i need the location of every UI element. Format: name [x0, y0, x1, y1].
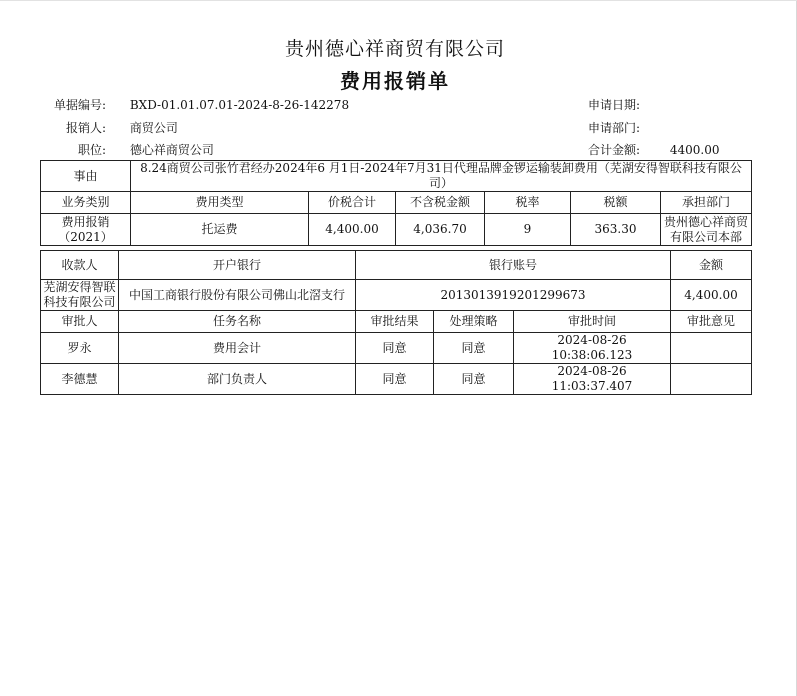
col-header-tax-rate: 税率: [485, 192, 571, 214]
cell-amount-ex-tax: 4,036.70: [396, 214, 485, 246]
col-header-amount: 金额: [671, 251, 752, 280]
cell-strategy: 同意: [434, 364, 514, 395]
cell-time: 2024-08-26 11:03:37.407: [514, 364, 671, 395]
col-header-total-with-tax: 价税合计: [309, 192, 396, 214]
payee-header-row: [41, 251, 752, 280]
expense-header-row: [41, 192, 752, 214]
col-header-type: 费用类型: [131, 192, 309, 214]
col-header-account: 银行账号: [356, 251, 671, 280]
total-row: [588, 141, 720, 158]
position-value: 德心祥商贸公司: [129, 143, 214, 157]
cell-comment: [671, 333, 752, 364]
col-header-category: 业务类别: [41, 192, 131, 214]
doc-no-row: [36, 96, 349, 113]
cell-account: 2013013919201299673: [356, 280, 671, 311]
table-row: [41, 280, 752, 311]
cell-time: 2024-08-26 10:38:06.123: [514, 333, 671, 364]
cell-strategy: 同意: [434, 333, 514, 364]
cell-dept: 贵州德心祥商贸有限公司本部: [661, 214, 752, 246]
col-header-approver: 审批人: [41, 311, 119, 333]
table-row: [41, 364, 752, 395]
page-top-rule: [0, 0, 797, 1]
reason-text: 8.24商贸公司张竹君经办2024年6 月1日-2024年7月31日代理品牌金锣运输装卸费用（芜湖安得智联科技有限公司）: [131, 161, 752, 192]
col-header-tax-amount: 税额: [571, 192, 661, 214]
cell-amount: 4,400.00: [671, 280, 752, 311]
col-header-bank: 开户银行: [119, 251, 356, 280]
document-title: 费用报销单: [340, 69, 450, 93]
col-header-amount-ex-tax: 不含税金额: [396, 192, 485, 214]
cell-task: 部门负责人: [119, 364, 356, 395]
col-header-payee: 收款人: [41, 251, 119, 280]
cell-total-with-tax: 4,400.00: [309, 214, 396, 246]
cell-tax-amount: 363.30: [571, 214, 661, 246]
col-header-result: 审批结果: [356, 311, 434, 333]
doc-no-label: 单据编号:: [53, 98, 106, 112]
apply-date-label: 申请日期:: [588, 98, 641, 112]
total-label: 合计金额:: [588, 143, 641, 157]
apply-date-row: [588, 96, 640, 113]
cell-category: 费用报销（2021）: [41, 214, 131, 246]
applicant-value: 商贸公司: [129, 121, 178, 135]
table-row: [41, 333, 752, 364]
cell-type: 托运费: [131, 214, 309, 246]
position-label: 职位:: [77, 143, 106, 157]
col-header-time: 审批时间: [514, 311, 671, 333]
apply-dept-label: 申请部门:: [588, 121, 641, 135]
col-header-strategy: 处理策略: [434, 311, 514, 333]
approval-header-row: [41, 311, 752, 333]
col-header-comment: 审批意见: [671, 311, 752, 333]
reason-row: [41, 161, 752, 192]
cell-result: 同意: [356, 364, 434, 395]
total-value: 4400.00: [669, 143, 720, 157]
cell-comment: [671, 364, 752, 395]
cell-task: 费用会计: [119, 333, 356, 364]
company-name: 贵州德心祥商贸有限公司: [284, 38, 505, 60]
cell-tax-rate: 9: [485, 214, 571, 246]
applicant-row: [36, 119, 178, 136]
applicant-label: 报销人:: [65, 121, 106, 135]
reason-label: 事由: [41, 161, 131, 192]
position-row: [36, 141, 214, 158]
cell-bank: 中国工商银行股份有限公司佛山北滘支行: [119, 280, 356, 311]
cell-approver: 罗永: [41, 333, 119, 364]
cell-approver: 李德慧: [41, 364, 119, 395]
cell-payee: 芜湖安得智联科技有限公司: [41, 280, 119, 311]
expense-table: [40, 160, 752, 246]
col-header-dept: 承担部门: [661, 192, 752, 214]
table-row: [41, 214, 752, 246]
col-header-task: 任务名称: [119, 311, 356, 333]
apply-dept-row: [588, 119, 640, 136]
cell-result: 同意: [356, 333, 434, 364]
doc-no-value: BXD-01.01.07.01-2024-8-26-142278: [129, 98, 350, 112]
payee-approval-table: [40, 250, 752, 395]
